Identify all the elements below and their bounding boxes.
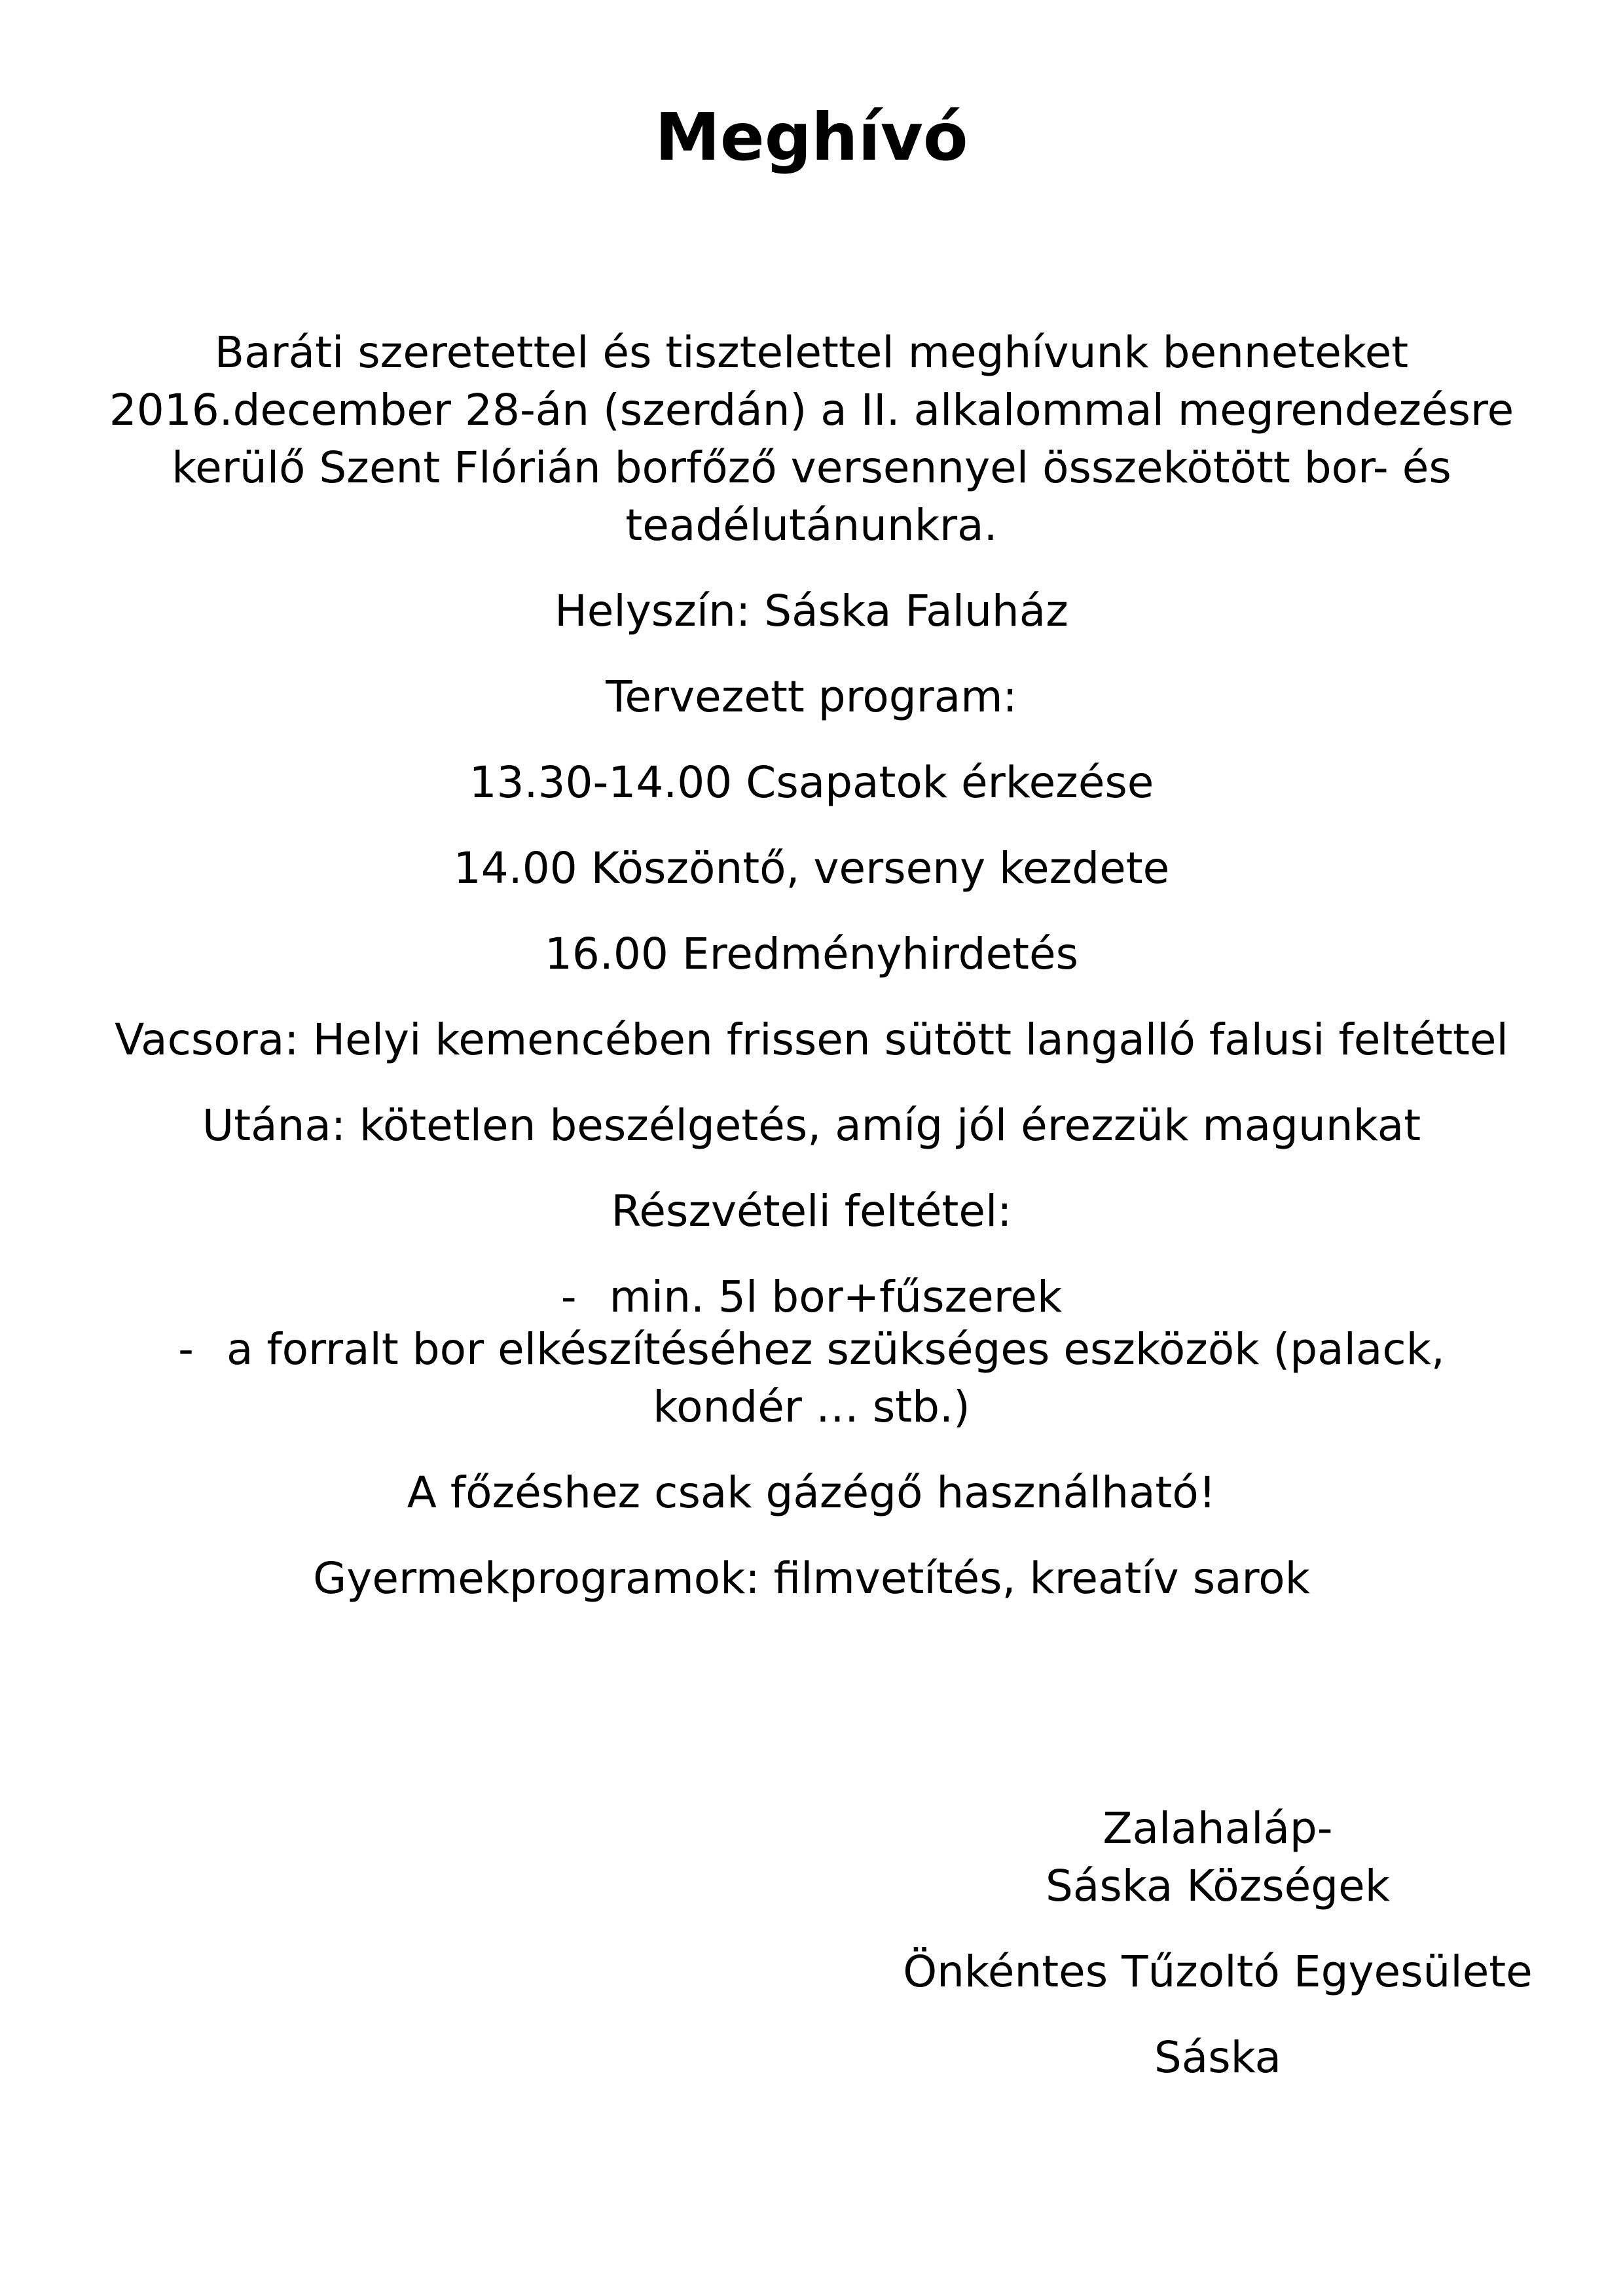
requirement-wine-text: min. 5l bor+fűszerek <box>609 1272 1063 1322</box>
requirement-tools-continuation: kondér … stb.) <box>653 1382 970 1432</box>
requirements-heading: Részvételi feltétel: <box>611 1186 1012 1236</box>
program-item-arrival: 13.30-14.00 Csapatok érkezése <box>469 757 1154 808</box>
intro-paragraph <box>92 324 1532 554</box>
intro-line-3: kerülő Szent Flórián borfőző versennyel összekötött bor- és <box>172 442 1451 493</box>
invitation-body <box>0 324 1623 1607</box>
dinner-text: Vacsora: Helyi kemencében frissen sütött langalló falusi feltéttel <box>115 1014 1508 1065</box>
signature-line-3: Önkéntes Tűzoltó Egyesülete <box>903 1946 1533 1997</box>
kids-programs: Gyermekprogramok: filmvetítés, kreatív sarok <box>313 1553 1310 1604</box>
signature-block <box>812 1800 1623 2087</box>
requirements-list <box>0 1268 1623 1436</box>
cooking-note: A főzéshez csak gázégő használható! <box>407 1467 1216 1518</box>
requirement-item-wine <box>0 1268 1623 1326</box>
intro-line-4: teadélutánunkra. <box>625 500 998 550</box>
signature-line-2: Sáska Községek <box>1046 1861 1390 1911</box>
page-title: Meghívó <box>655 99 968 175</box>
intro-line-2: 2016.december 28-án (szerdán) a II. alkalommal megrendezésre <box>109 385 1514 435</box>
requirement-tools-text: a forralt bor elkészítéséhez szükséges eszközök (palack, <box>226 1324 1445 1374</box>
signature-line-1: Zalahaláp- <box>1103 1803 1333 1854</box>
signature-line-4: Sáska <box>1154 2032 1282 2083</box>
bullet-dash: - <box>560 1272 577 1322</box>
program-item-greeting: 14.00 Köszöntő, verseny kezdete <box>453 843 1170 893</box>
requirement-item-tools <box>0 1321 1623 1378</box>
program-heading: Tervezett program: <box>606 672 1017 722</box>
location-text: Helyszín: Sáska Faluház <box>555 586 1068 636</box>
bullet-dash: - <box>178 1324 194 1374</box>
program-item-results: 16.00 Eredményhirdetés <box>544 929 1079 979</box>
intro-line-1: Baráti szeretettel és tisztelettel meghívunk benneteket <box>214 327 1409 378</box>
after-text: Utána: kötetlen beszélgetés, amíg jól érezzük magunkat <box>202 1100 1421 1151</box>
